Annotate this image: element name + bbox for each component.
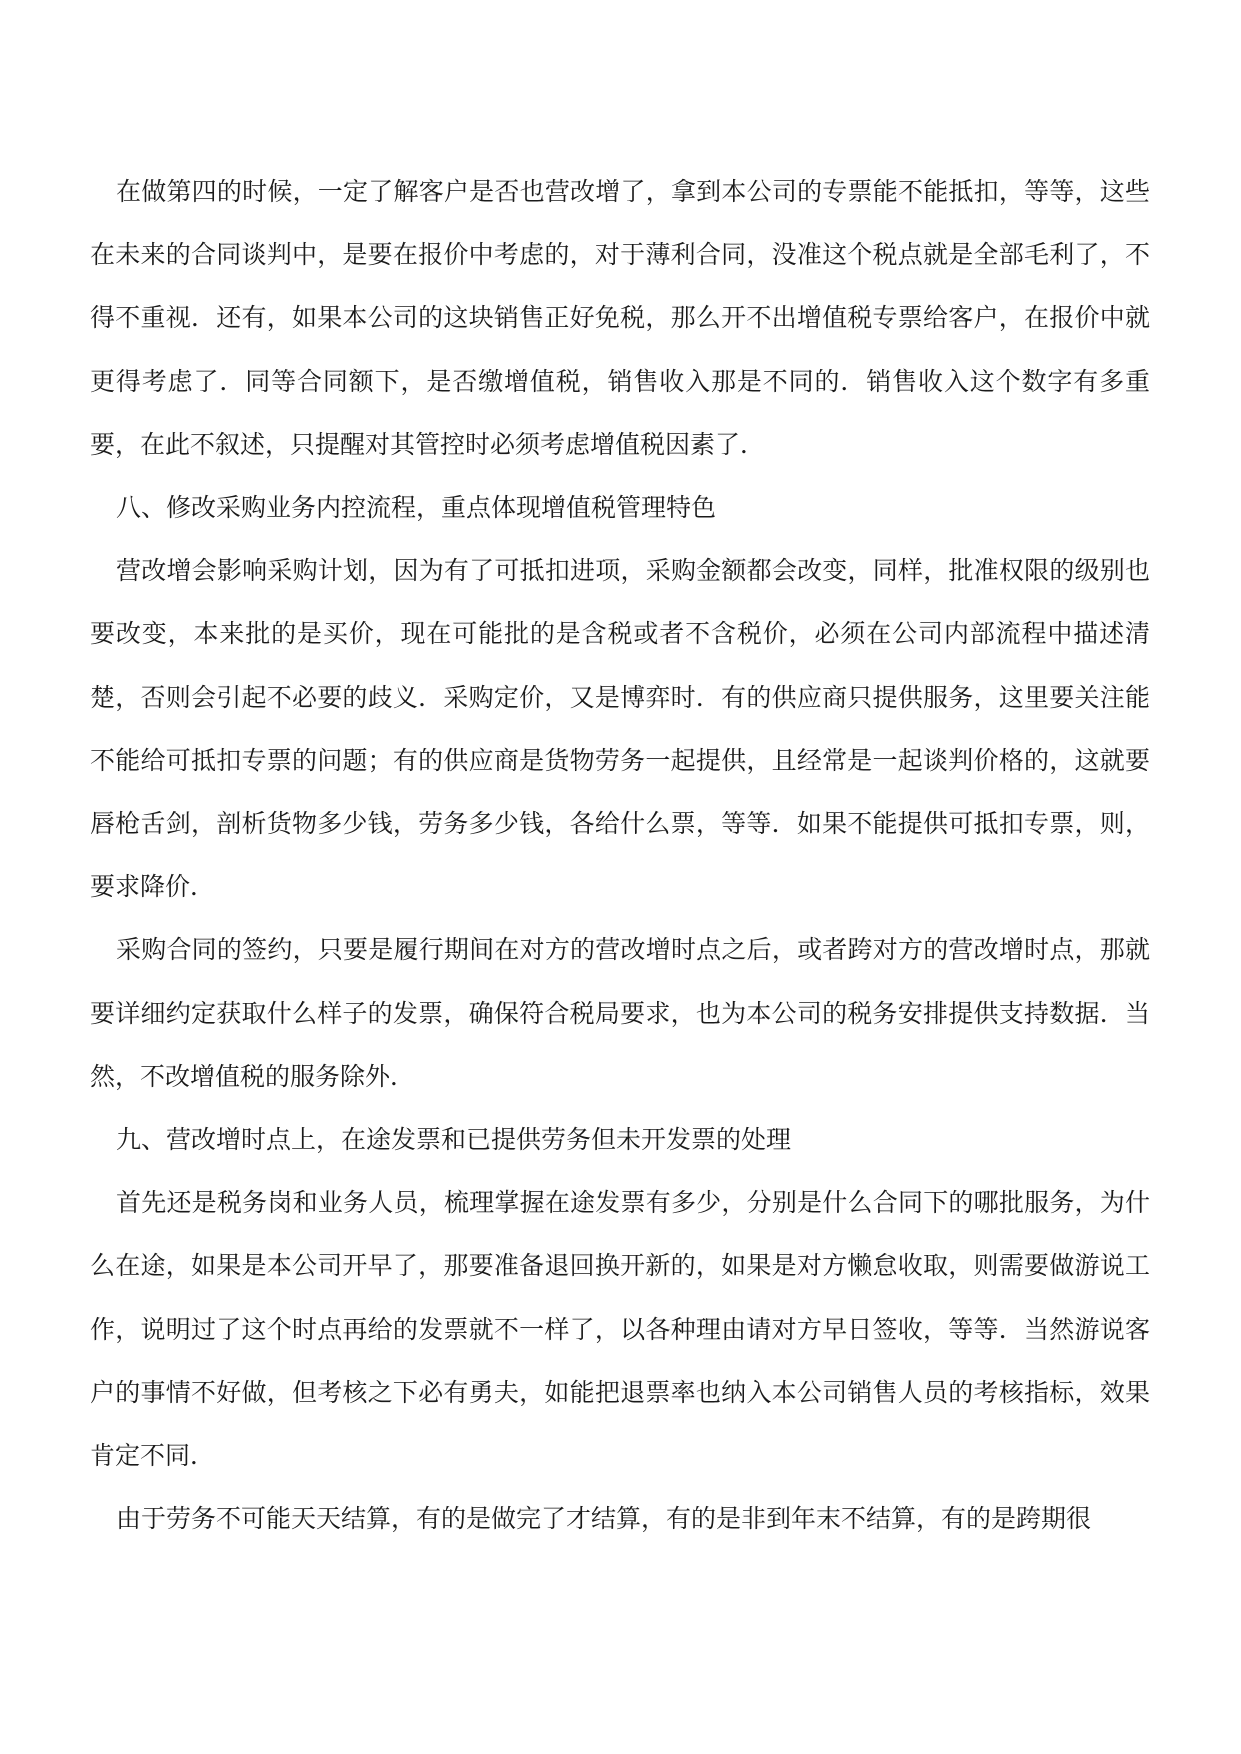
- paragraph-invoices-in-transit: 首先还是税务岗和业务人员，梳理掌握在途发票有多少，分别是什么合同下的哪批服务，为什么在途，如果是本公司开早了，那要准备退回换开新的，如果是对方懒怠收取，则需要做游说工作，说明过了这个时点再给的发票就不一样了，以各种理由请对方早日签收，等等．当然游说客户的事情不好做，但考核之下必有勇夫，如能把退票率也纳入本公司销售人员的考核指标，效果肯定不同．: [90, 1188, 1150, 1471]
- section-heading-eight: 八、修改采购业务内控流程，重点体现增值税管理特色: [116, 493, 717, 523]
- paragraph-procurement-plan: 营改增会影响采购计划，因为有了可抵扣进项，采购金额都会改变，同样，批准权限的级别也要改变，本来批的是买价，现在可能批的是含税或者不含税价，必须在公司内部流程中描述清楚，否则会引起不必要的歧义．采购定价，又是博弈时．有的供应商只提供服务，这里要关注能不能给可抵扣专票的问题；有的供应商是货物劳务一起提供，且经常是一起谈判价格的，这就要唇枪舌剑，剖析货物多少钱，劳务多少钱，各给什么票，等等．如果不能提供可抵扣专票，则，要求降价．: [90, 556, 1150, 902]
- paragraph-sales-revenue: 在做第四的时候，一定了解客户是否也营改增了，拿到本公司的专票能不能抵扣，等等，这些在未来的合同谈判中，是要在报价中考虑的，对于薄利合同，没准这个税点就是全部毛利了，不得不重视．还有，如果本公司的这块销售正好免税，那么开不出增值税专票给客户，在报价中就更得考虑了．同等合同额下，是否缴增值税，销售收入那是不同的．销售收入这个数字有多重要，在此不叙述，只提醒对其管控时必须考虑增值税因素了．: [90, 177, 1150, 459]
- paragraph-procurement-contract: 采购合同的签约，只要是履行期间在对方的营改增时点之后，或者跨对方的营改增时点，那就要详细约定获取什么样子的发票，确保符合税局要求，也为本公司的税务安排提供支持数据．当然，不改增值税的服务除外．: [90, 935, 1150, 1091]
- paragraph-service-settlement: 由于劳务不可能天天结算，有的是做完了才结算，有的是非到年末不结算，有的是跨期很: [116, 1504, 1092, 1534]
- section-heading-nine: 九、营改增时点上，在途发票和已提供劳务但未开发票的处理: [116, 1125, 792, 1155]
- document-body: [90, 160, 1150, 1550]
